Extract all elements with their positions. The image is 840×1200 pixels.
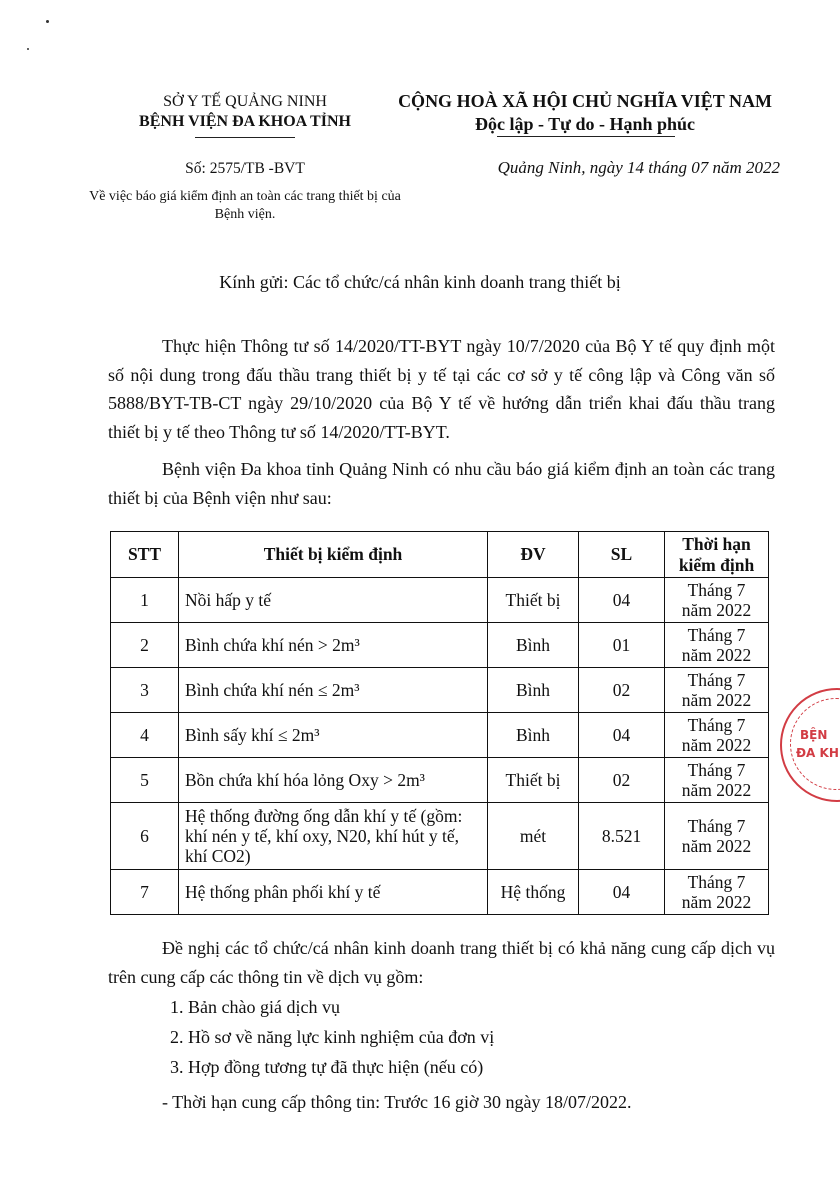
cell-device: Hệ thống đường ống dẫn khí y tế (gồm: khí nén y tế, khí oxy, N20, khí hút y tế, khí CO2): [179, 803, 488, 870]
table-row: [111, 758, 769, 803]
table-row: [111, 623, 769, 668]
motto-underline: [497, 136, 675, 137]
issuer-underline: [195, 137, 295, 138]
scan-speck: [46, 20, 49, 23]
national-heading: [385, 90, 785, 135]
cell-qty: 8.521: [579, 803, 665, 870]
cell-device: Bồn chứa khí hóa lỏng Oxy > 2m³: [179, 758, 488, 803]
cell-period: Tháng 7 năm 2022: [665, 758, 769, 803]
cell-period: Tháng 7 năm 2022: [665, 668, 769, 713]
cell-period: Tháng 7 năm 2022: [665, 803, 769, 870]
issue-date: Quảng Ninh, ngày 14 tháng 07 năm 2022: [497, 158, 780, 177]
nation-name: CỘNG HOÀ XÃ HỘI CHỦ NGHĨA VIỆT NAM: [398, 91, 772, 111]
cell-qty: 01: [579, 623, 665, 668]
recipient-line: Kính gửi: Các tổ chức/cá nhân kinh doanh trang thiết bị: [219, 272, 621, 292]
national-motto: Độc lập - Tự do - Hạnh phúc: [474, 114, 696, 134]
cell-stt: 7: [111, 870, 179, 915]
cell-stt: 6: [111, 803, 179, 870]
table-row: [111, 578, 769, 623]
cell-stt: 5: [111, 758, 179, 803]
header-device: Thiết bị kiểm định: [179, 532, 488, 578]
cell-stt: 3: [111, 668, 179, 713]
cell-period: Tháng 7 năm 2022: [665, 623, 769, 668]
stamp-text-2: ĐA KH: [796, 746, 839, 760]
cell-device: Bình chứa khí nén ≤ 2m³: [179, 668, 488, 713]
document-subject: Về việc báo giá kiểm định an toàn các trang thiết bị của Bệnh viện.: [89, 189, 401, 222]
cell-stt: 2: [111, 623, 179, 668]
required-documents-list: [170, 992, 494, 1082]
header-qty: SL: [579, 532, 665, 578]
stamp-text-1: BỆN: [800, 728, 828, 742]
cell-device: Bình sấy khí ≤ 2m³: [179, 713, 488, 758]
body-paragraph-2: Bệnh viện Đa khoa tỉnh Quảng Ninh có nhu cầu báo giá kiểm định an toàn các trang thiết bị của Bệnh viện như sau:: [108, 459, 775, 508]
table-row: [111, 803, 769, 870]
cell-qty: 04: [579, 713, 665, 758]
table-row: [111, 870, 769, 915]
cell-unit: Bình: [488, 668, 579, 713]
body-paragraph-3: Đề nghị các tổ chức/cá nhân kinh doanh trang thiết bị có khả năng cung cấp dịch vụ trên cung cấp các thông tin về dịch vụ gồm:: [108, 938, 775, 987]
cell-device: Nồi hấp y tế: [179, 578, 488, 623]
body-paragraph-1: Thực hiện Thông tư số 14/2020/TT-BYT ngày 10/7/2020 của Bộ Y tế quy định một số nội dung trong đấu thầu trang thiết bị y tế tại các cơ sở y tế công lập và Công văn số 5888/BYT-TB-CT ngày 29/10/2020 của Bộ Y tế về hướng dẫn triển khai đấu thầu trang thiết bị y tế theo Thông tư số 14/2020/TT-BYT.: [108, 336, 775, 442]
table-header-row: [111, 532, 769, 578]
hospital-name: BỆNH VIỆN ĐA KHOA TỈNH: [139, 113, 351, 130]
issuer-block: [95, 92, 395, 132]
list-item: 2. Hồ sơ về năng lực kinh nghiệm của đơn vị: [170, 1027, 495, 1047]
stamp-inner-ring: [790, 698, 840, 790]
red-seal-stamp: [780, 688, 840, 802]
cell-unit: Thiết bị: [488, 758, 579, 803]
cell-stt: 1: [111, 578, 179, 623]
table-row: [111, 713, 769, 758]
cell-qty: 04: [579, 870, 665, 915]
agency-name: SỞ Y TẾ QUẢNG NINH: [163, 93, 327, 110]
cell-device: Hệ thống phân phối khí y tế: [179, 870, 488, 915]
cell-unit: Bình: [488, 713, 579, 758]
scan-speck: [27, 48, 29, 50]
cell-period: Tháng 7 năm 2022: [665, 870, 769, 915]
header-unit: ĐV: [488, 532, 579, 578]
cell-unit: Bình: [488, 623, 579, 668]
cell-period: Tháng 7 năm 2022: [665, 713, 769, 758]
inspection-table: [110, 531, 769, 915]
cell-device: Bình chứa khí nén > 2m³: [179, 623, 488, 668]
list-item: 1. Bản chào giá dịch vụ: [170, 997, 340, 1017]
table-row: [111, 668, 769, 713]
cell-qty: 02: [579, 758, 665, 803]
cell-qty: 02: [579, 668, 665, 713]
header-stt: STT: [111, 532, 179, 578]
list-item: 3. Hợp đồng tương tự đã thực hiện (nếu có): [170, 1057, 484, 1077]
reference-number: Số: 2575/TB -BVT: [185, 160, 305, 177]
cell-period: Tháng 7 năm 2022: [665, 578, 769, 623]
cell-unit: Hệ thống: [488, 870, 579, 915]
cell-qty: 04: [579, 578, 665, 623]
cell-unit: Thiết bị: [488, 578, 579, 623]
header-period: Thời hạn kiểm định: [665, 532, 769, 578]
cell-unit: mét: [488, 803, 579, 870]
deadline-line: - Thời hạn cung cấp thông tin: Trước 16 giờ 30 ngày 18/07/2022.: [162, 1092, 632, 1112]
cell-stt: 4: [111, 713, 179, 758]
